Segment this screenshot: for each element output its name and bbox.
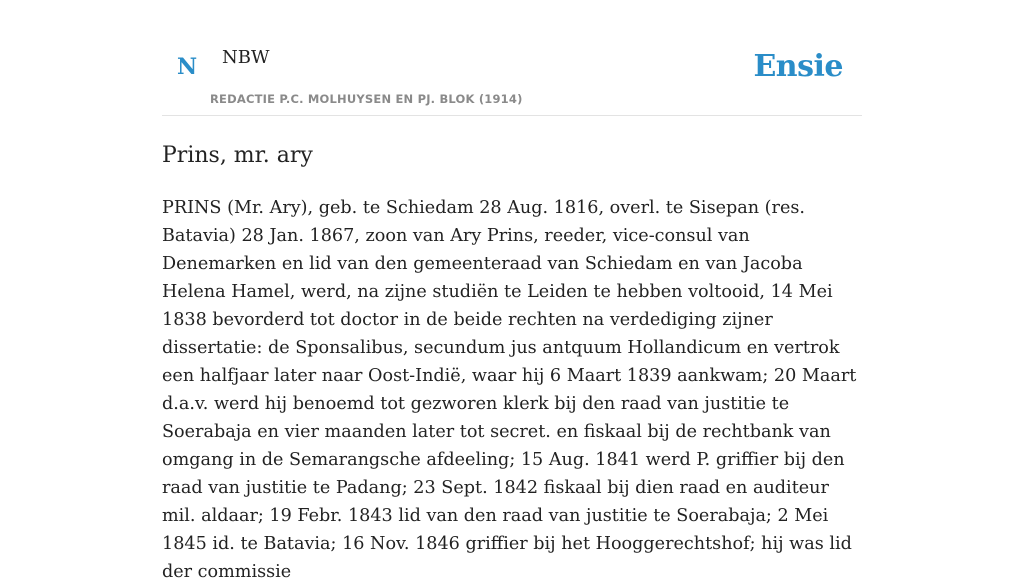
article-title: Prins, mr. ary bbox=[162, 143, 313, 168]
content-column bbox=[162, 0, 862, 586]
site-header bbox=[162, 0, 862, 116]
source-name[interactable]: NBW bbox=[222, 47, 270, 68]
brand-logo[interactable]: Ensie bbox=[753, 49, 843, 84]
source-logo[interactable]: N bbox=[177, 54, 198, 80]
article-body: PRINS (Mr. Ary), geb. te Schiedam 28 Aug. 1816, overl. te Sisepan (res. Batavia) 28 Jan. 1867, zoon van Ary Prins, reeder, vice-consul van Denemarken en lid van den gemeenteraad van Schiedam en van Jacoba Helena Hamel, werd, na zijne studiën te Leiden te hebben voltooid, 14 Mei 1838 bevorderd tot doctor in de beide rechten na verdediging zijner dissertatie: de Sponsalibus, secundum jus antquum Hollandicum en vertrok een halfjaar later naar Oost-Indië, waar hij 6 Maart 1839 aankwam; 20 Maart d.a.v. werd hij benoemd tot gezworen klerk bij den raad van justitie te Soerabaja en vier maanden later tot secret. en fiskaal bij de rechtbank van omgang in de Semarangsche afdeeling; 15 Aug. 1841 werd P. griffier bij den raad van justitie te Padang; 23 Sept. 1842 fiskaal bij dien raad en auditeur mil. aldaar; 19 Febr. 1843 lid van den raad van justitie te Soerabaja; 2 Mei 1845 id. te Batavia; 16 Nov. 1846 griffier bij het Hooggerechtshof; hij was lid der commissie bbox=[162, 198, 857, 582]
editor-credit: REDACTIE P.C. MOLHUYSEN EN PJ. BLOK (1914) bbox=[210, 92, 523, 106]
